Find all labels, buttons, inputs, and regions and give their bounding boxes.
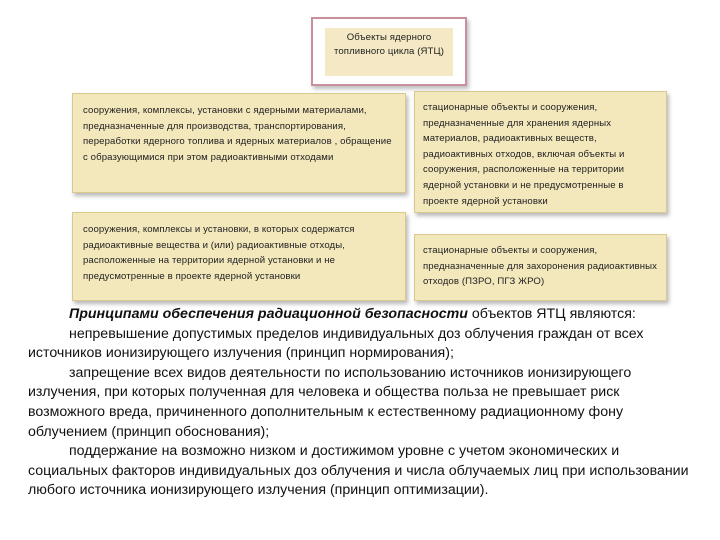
principles-text — [28, 305, 692, 501]
principle-normalization: непревышение допустимых пределов индивидуальных доз облучения граждан от всех источников ионизирующего излучения (принцип нормирования); — [28, 325, 644, 362]
principle-justification: запрещение всех видов деятельности по использованию источников ионизирующего излучения, при которых полученная для человека и общества польза не превышает риск возможного вреда, причиненного дополнительным к естественному радиационному фону облучением (принцип обоснования); — [28, 364, 632, 440]
principles-intro-rest: объектов ЯТЦ являются: — [467, 306, 636, 322]
diagram-title-box — [311, 17, 467, 86]
box-storage-facilities: стационарные объекты и сооружения, предназначенные для хранения ядерных материалов, радиоактивных веществ, радиоактивных отходов, включая объекты и сооружения, расположенные на территории ядерной установки и не предусмотренные в проекте ядерной установки — [414, 91, 667, 213]
box-radioactive-substance-facilities: сооружения, комплексы и установки, в которых содержатся радиоактивные вещества и (или) радиоактивные отходы, расположенные на территории ядерной установки и не предусмотренные в проекте ядерной установки — [72, 212, 406, 301]
principle-optimization: поддержание на возможно низком и достижимом уровне с учетом экономических и социальных факторов индивидуальных доз облучения и числа облучаемых лиц при использовании любого источника ионизирующего излучения (принцип оптимизации). — [28, 443, 689, 499]
principles-lead: Принципами обеспечения радиационной безопасности — [69, 306, 468, 322]
box-disposal-facilities: стационарные объекты и сооружения, предназначенные для захоронения радиоактивных отходов (ПЗРО, ПГЗ ЖРО) — [414, 234, 667, 301]
box-material-facilities: сооружения, комплексы, установки с ядерными материалами, предназначенные для производства, транспортирования, переработки ядерного топлива и ядерных материалов , обращение с образующимися при этом радиоактивными отходами — [72, 93, 406, 193]
diagram-title: Объекты ядерного топливного цикла (ЯТЦ) — [325, 28, 453, 76]
principles-intro — [28, 305, 692, 325]
